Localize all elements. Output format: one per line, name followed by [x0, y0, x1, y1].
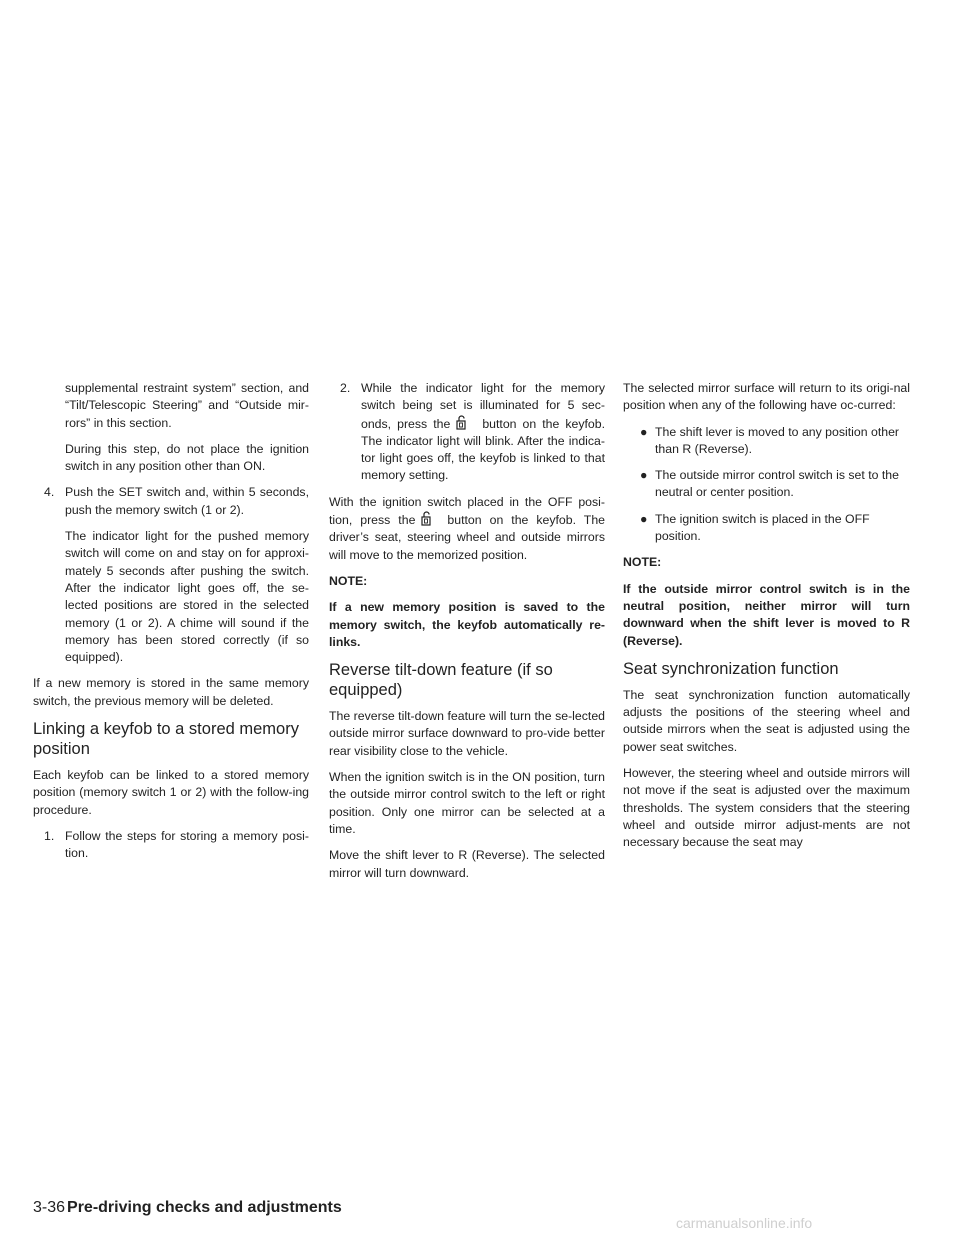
list-item: [33, 484, 309, 519]
bullet-icon: ●: [640, 468, 648, 483]
step-number: 4.: [44, 485, 55, 500]
paragraph: The reverse tilt-down feature will turn the se-lected outside mirror surface downward to pro-vide better rear visibility close to the vehicle.: [329, 709, 605, 758]
paragraph: Move the shift lever to R (Reverse). The selected mirror will turn downward.: [329, 848, 605, 880]
step-text: Push the SET switch and, within 5 seconds, push the memory switch (1 or 2).: [65, 485, 309, 517]
text-run: With the ignition switch placed in the OFF posi-tion, press the: [329, 494, 605, 528]
paragraph: Each keyfob can be linked to a stored memory position (memory switch 1 or 2) with the follow-ing procedure.: [33, 768, 309, 817]
page-footer: [33, 1198, 342, 1218]
column-middle: [329, 380, 605, 891]
bullet-text: The ignition switch is placed in the OFF position.: [655, 511, 870, 544]
keyfob-unlock-icon: [419, 511, 433, 527]
note-text: If a new memory position is saved to the memory switch, the keyfob automatically re-links.: [329, 600, 605, 649]
column-left: [33, 380, 309, 872]
section-heading: Seat synchronization function: [623, 659, 839, 678]
note-text: If the outside mirror control switch is in the neutral position, neither mirror will turn downward when the shift lever is moved to R (Reverse).: [623, 581, 910, 648]
watermark: carmanualsonline.info: [676, 1215, 813, 1231]
list-item: [33, 828, 309, 863]
paragraph: During this step, do not place the ignition switch in any position other than ON.: [65, 441, 309, 474]
step-text: Follow the steps for storing a memory posi-tion.: [65, 828, 309, 861]
step-number: 2.: [340, 381, 351, 395]
paragraph: supplemental restraint system” section, and “Tilt/Telescopic Steering” and “Outside mir-rors” in this section.: [65, 381, 309, 430]
paragraph: However, the steering wheel and outside mirrors will not move if the seat is adjusted over the maximum thresholds. The system considers that the steering wheel and outside mirror adjust-ments are not necessary because the seat may: [623, 766, 910, 850]
list-item: [623, 424, 910, 459]
bullet-icon: ●: [640, 511, 648, 526]
note-label: NOTE:: [329, 573, 368, 588]
page-number: 3-36: [33, 1199, 66, 1216]
step-number: 1.: [44, 828, 55, 843]
list-item: [623, 511, 910, 546]
section-title: Pre-driving checks and adjustments: [67, 1199, 342, 1216]
paragraph: If a new memory is stored in the same memory switch, the previous memory will be deleted.: [33, 676, 309, 708]
bullet-text: The shift lever is moved to any position other than R (Reverse).: [655, 424, 900, 456]
paragraph: The selected mirror surface will return to its origi-nal position when any of the following have oc-curred:: [623, 381, 910, 413]
section-heading: Reverse tilt-down feature (if so equipped): [329, 661, 553, 700]
text-run: button on the keyfob. The driver’s seat, steering wheel and outside mirrors will move to the memorized position.: [329, 513, 605, 562]
paragraph: The indicator light for the pushed memory switch will come on and stay on for approxi-mately 5 seconds after pushing the switch. After the indicator light goes off, the se-lected positions are stored in the selected memory (1 or 2). A chime will sound if the memory has been stored correctly (if so equipped).: [65, 529, 309, 665]
step-text: button on the keyfob. The indicator light will blink. After the indica-tor light goes off, the keyfob is linked to that memory setting.: [361, 416, 605, 483]
keyfob-unlock-icon: [454, 415, 468, 431]
note-label: NOTE:: [623, 555, 662, 570]
column-right: [623, 380, 910, 861]
bullet-text: The outside mirror control switch is set to the neutral or center position.: [655, 468, 899, 500]
paragraph: When the ignition switch is in the ON position, turn the outside mirror control switch to the left or right position. Only one mirror can be selected at a time.: [329, 770, 605, 836]
bullet-icon: ●: [640, 424, 648, 439]
section-heading: Linking a keyfob to a stored memory position: [33, 720, 299, 759]
list-item: [623, 467, 910, 502]
step-text: While the indicator light for the memory switch being set is illuminated for 5 sec-onds, press the: [361, 381, 605, 431]
paragraph: The seat synchronization function automatically adjusts the positions of the steering wheel and outside mirrors when the seat is adjusted using the power seat switches.: [623, 687, 910, 754]
list-item: [329, 380, 605, 485]
paragraph: [329, 494, 605, 564]
